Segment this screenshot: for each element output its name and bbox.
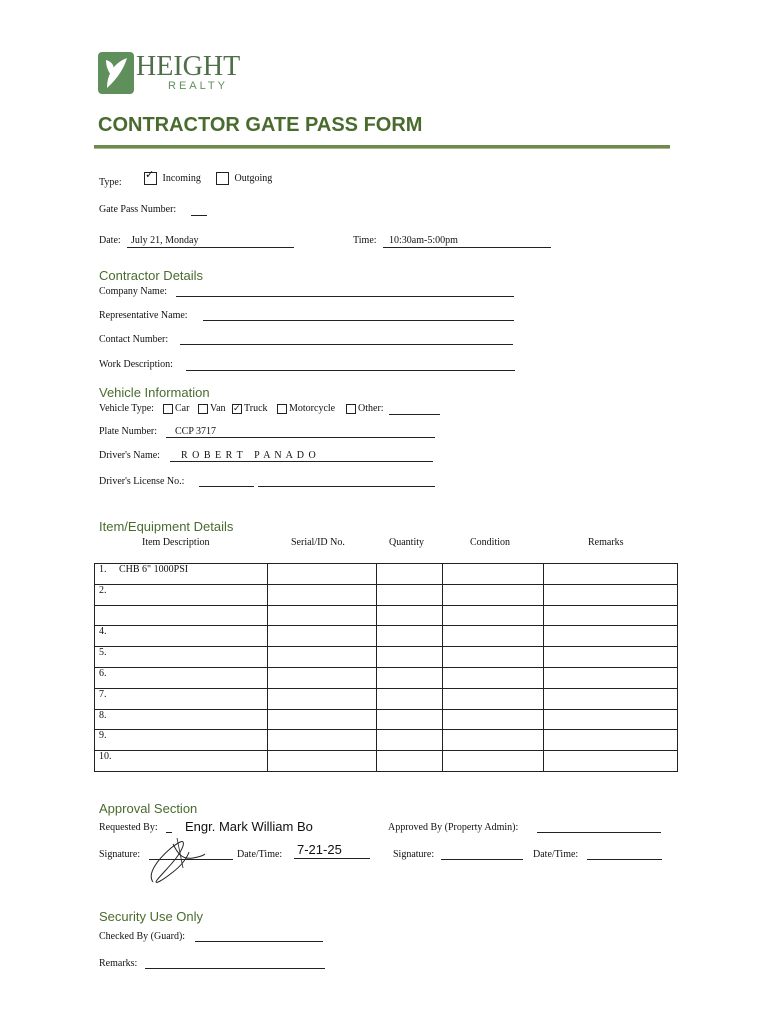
col-header-quantity: Quantity: [389, 537, 424, 548]
type-label: Type:: [99, 177, 122, 188]
item-cell[interactable]: 2.: [95, 584, 268, 605]
signature-label: Signature:: [99, 849, 141, 860]
checkmark-icon: ✓: [145, 169, 155, 181]
outgoing-checkbox[interactable]: [216, 172, 229, 185]
table-row: [95, 564, 678, 585]
license-label: Driver's License No.:: [99, 476, 185, 487]
vehicle-option-truck[interactable]: ✓ Truck: [233, 402, 268, 414]
checked-by-line[interactable]: [195, 941, 323, 942]
datetime-label: Date/Time:: [237, 849, 283, 860]
date-value: July 21, Monday: [131, 235, 199, 246]
item-cell[interactable]: 10.: [95, 751, 268, 772]
vehicle-option-car[interactable]: Car: [163, 403, 189, 414]
requested-value: Engr. Mark William Bo: [185, 819, 313, 834]
license-line-b[interactable]: [258, 486, 435, 487]
security-heading: Security Use Only: [99, 909, 204, 924]
company-label: Company Name:: [99, 286, 168, 297]
table-row: [95, 667, 678, 688]
driver-value: R O B E R T P A N A D O: [181, 450, 317, 461]
license-line-a[interactable]: [199, 486, 254, 487]
plate-label: Plate Number:: [99, 426, 158, 437]
van-checkbox[interactable]: [198, 404, 208, 414]
work-line[interactable]: [186, 370, 515, 371]
col-header-serial: Serial/ID No.: [291, 537, 345, 548]
work-label: Work Description:: [99, 359, 173, 370]
col-header-condition: Condition: [470, 537, 511, 548]
type-outgoing-option[interactable]: [216, 172, 272, 185]
item-cell[interactable]: [95, 605, 268, 626]
approved-label: Approved By (Property Admin):: [388, 822, 519, 833]
handwritten-signature: [143, 830, 213, 888]
table-row: [95, 584, 678, 605]
driver-line[interactable]: [170, 461, 433, 462]
approved-line[interactable]: [537, 832, 661, 833]
motorcycle-checkbox[interactable]: [277, 404, 287, 414]
item-cell[interactable]: 8.: [95, 709, 268, 730]
items-heading: Item/Equipment Details: [99, 519, 234, 534]
checkmark-icon: ✓: [233, 402, 241, 413]
logo: [98, 52, 248, 98]
table-row: [95, 605, 678, 626]
table-row: [95, 751, 678, 772]
col-header-description: Item Description: [142, 537, 210, 548]
vehicle-option-motorcycle[interactable]: Motorcycle: [277, 403, 335, 414]
rep-label: Representative Name:: [99, 310, 188, 321]
item-cell[interactable]: 5.: [95, 647, 268, 668]
approval-heading: Approval Section: [99, 801, 198, 816]
table-row: [95, 709, 678, 730]
datetime-value: 7-21-25: [297, 842, 342, 857]
item-cell[interactable]: 4.: [95, 626, 268, 647]
signature2-label: Signature:: [393, 849, 435, 860]
plate-value: CCP 3717: [175, 426, 217, 437]
leaf-logo-icon: [98, 52, 134, 94]
title-divider: [94, 145, 670, 149]
table-row: [95, 647, 678, 668]
vehicle-option-van[interactable]: Van: [198, 403, 226, 414]
datetime-line[interactable]: [294, 858, 370, 859]
company-line[interactable]: [176, 296, 514, 297]
contractor-heading: Contractor Details: [99, 268, 204, 283]
datetime2-label: Date/Time:: [533, 849, 579, 860]
col-header-remarks: Remarks: [588, 537, 624, 548]
page-title: CONTRACTOR GATE PASS FORM: [98, 114, 423, 136]
truck-checkbox[interactable]: [232, 404, 242, 414]
table-row: [95, 688, 678, 709]
vehicle-type-label: Vehicle Type:: [99, 403, 154, 414]
requested-label: Requested By:: [99, 822, 158, 833]
incoming-label: Incoming: [162, 172, 201, 184]
vehicle-option-other[interactable]: Other:: [346, 403, 384, 414]
items-table: [94, 563, 678, 772]
item-cell[interactable]: 1. CHB 6" 1000PSI: [95, 564, 268, 585]
car-checkbox[interactable]: [163, 404, 173, 414]
date-line[interactable]: [127, 247, 294, 248]
checked-by-label: Checked By (Guard):: [99, 931, 186, 942]
remarks-label: Remarks:: [99, 958, 138, 969]
vehicle-heading: Vehicle Information: [99, 385, 210, 400]
gate-pass-label: Gate Pass Number:: [99, 204, 177, 215]
time-label: Time:: [353, 235, 377, 246]
outgoing-label: Outgoing: [234, 172, 273, 184]
time-line[interactable]: [383, 247, 551, 248]
gate-pass-line[interactable]: [191, 215, 207, 216]
datetime2-line[interactable]: [587, 859, 662, 860]
date-label: Date:: [99, 235, 121, 246]
table-row: [95, 730, 678, 751]
incoming-checkbox[interactable]: [144, 169, 157, 185]
item-cell[interactable]: 7.: [95, 688, 268, 709]
item-cell[interactable]: 9.: [95, 730, 268, 751]
driver-label: Driver's Name:: [99, 450, 160, 461]
logo-word-realty: REALTY: [168, 80, 228, 92]
contact-label: Contact Number:: [99, 334, 169, 345]
time-value: 10:30am-5:00pm: [389, 235, 458, 246]
plate-line[interactable]: [166, 437, 435, 438]
remarks-line[interactable]: [145, 968, 325, 969]
table-row: [95, 626, 678, 647]
item-cell[interactable]: 6.: [95, 667, 268, 688]
type-incoming-option[interactable]: [144, 169, 201, 185]
logo-word-height: HEIGHT: [136, 51, 241, 82]
other-checkbox[interactable]: [346, 404, 356, 414]
signature2-line[interactable]: [441, 859, 523, 860]
other-line[interactable]: [389, 414, 440, 415]
rep-line[interactable]: [203, 320, 514, 321]
contact-line[interactable]: [180, 344, 513, 345]
